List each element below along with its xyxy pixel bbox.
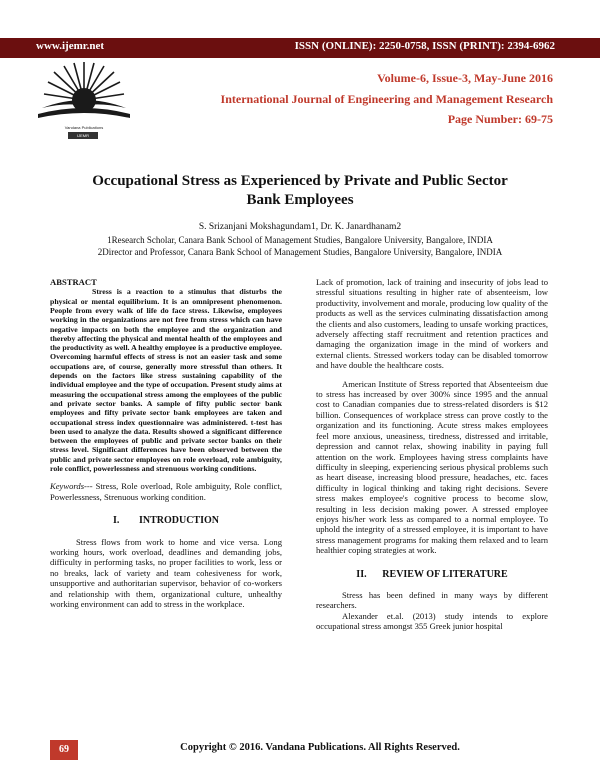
- section-heading-review: [316, 570, 548, 580]
- abstract-text: Stress is a reaction to a stimulus that disturbs the physical or mental equilibrium. It is an omnipresent phenomenon. People from every walk of life do face stress. Likewise, employees working in the organizations are not free from stress which can have negative impacts on both the employee and the organization and thereby affecting the physical and mental health of the employees and the productivity as well. A healthy employee is a productive employee. Overcoming harmful effects of stress is not an easier task and some occupations are, of course, generally more stressful than others. It depends on the factors like stress sustaining capability of the individual employee and the type of occupation. Present study aims at measuring the occupational stress among the employees of the public and private sector banks. A sample of fifty public sector bank employees and fifty private sector bank employees are taken and occupational stress index questionnaire was administered. t-test has been used to analyze the data. Results showed a significant difference between the employees of public and private sector banks on their stress level. Significant differences have been observed between the public and private sector employees on role overload, role ambiguity, role conflict, powerlessness and strenuous working conditions.: [50, 287, 282, 474]
- copyright-text: Copyright © 2016. Vandana Publications. All Rights Reserved.: [180, 742, 460, 753]
- paper-title: Occupational Stress as Experienced by Private and Public Sector Bank Employees: [92, 173, 508, 208]
- keywords: [50, 481, 282, 502]
- section-title: REVIEW OF LITERATURE: [382, 568, 508, 580]
- section-number: I.: [112, 515, 120, 527]
- left-column: [50, 277, 282, 609]
- review-paragraph-2: Alexander et.al. (2013) study intends to explore occupational stress amongst 355 Greek junior hospital: [316, 610, 548, 632]
- intro-paragraph-3: American Institute of Stress reported that Absenteeism due to stress has increased by over 300% since 1995 and the annual cost to Canadian companies due to stress-related disorders is $12 billion. Consequences of workplace stress can prove costly to the organization and its functioning. Acute stress makes employees feel more anxious, uneasiness, tiredness, distressed and irritable, depression and cannot relax, showing inability in paying full attention on the work. Employees having stress complaints have difficulty in sleeping, experiencing serious physical problems such as heart disease, increasing blood pressure, headaches, etc. faces difficulty in logical thinking and taking right decisions. Severe stress makes employee's cognitive process to become slow, resulting in less decision making power. A stressed employee enjoys his/her work less as compared to a normal employee. To uphold the integrity of a stressed employee, it is important to have stress management programs for making them relaxed and to learn healthier coping strategies at work.: [316, 378, 548, 556]
- section-heading-introduction: [50, 516, 282, 526]
- section-number: II.: [356, 568, 367, 580]
- logo-badge: IJEMR: [68, 132, 98, 139]
- affiliation-2: 2Director and Professor, Canara Bank School of Management Studies, Bangalore University, Bangalore, INDIA: [97, 247, 503, 257]
- intro-paragraph-2: Lack of promotion, lack of training and insecurity of jobs lead to stressful situations resulting in higher rate of absenteeism, low productivity, involvement and morale, producing low quality of the products as well as the services culminating dissatisfaction among the clients and also customers, leading to unsafe working practices, adversely affecting staff recruitment and retention practices and damaging the organization image in the mind of workers and external clients. Stressed workers today can be disabled tomorrow and have double the healthcare costs.: [316, 277, 548, 371]
- logo-caption: Vandana Publications: [64, 125, 104, 130]
- keywords-list: Stress, Role overload, Role ambiguity, Role conflict, Powerlessness, Strenuous working condition.: [50, 481, 282, 502]
- intro-paragraph-1: Stress flows from work to home and vice versa. Long working hours, work overload, deadlines and demanding jobs, difficulty in performing tasks, no proper facilities to work, less or no breaks, lack of variety and team cohesiveness for work, unsupportive and authoritarian supervisor, behavior of co-workers and relationship with them, organizational culture, unhealthy working environment can add to stress in the workplace.: [50, 536, 282, 609]
- page-number: 69: [50, 740, 78, 760]
- abstract-heading: ABSTRACT: [50, 277, 97, 287]
- keywords-label: Keywords---: [50, 481, 93, 492]
- page-footer: [0, 740, 600, 760]
- affiliation-1: 1Research Scholar, Canara Bank School of Management Studies, Bangalore University, Bangalore, INDIA: [107, 235, 493, 245]
- volume-info: Volume-6, Issue-3, May-June 2016: [377, 71, 553, 85]
- section-title: INTRODUCTION: [138, 515, 219, 527]
- header-bar: [0, 38, 600, 58]
- author-list: S. Srizanjani Mokshagundam1, Dr. K. Janardhanam2: [198, 222, 402, 232]
- page-range: Page Number: 69-75: [447, 112, 553, 126]
- journal-name: International Journal of Engineering and Management Research: [220, 92, 553, 106]
- journal-url[interactable]: www.ijemr.net: [36, 40, 105, 52]
- issn-text: ISSN (ONLINE): 2250-0758, ISSN (PRINT): 2394-6962: [294, 40, 555, 52]
- review-paragraph-1: Stress has been defined in many ways by different researchers.: [316, 589, 548, 611]
- right-column: [316, 277, 548, 632]
